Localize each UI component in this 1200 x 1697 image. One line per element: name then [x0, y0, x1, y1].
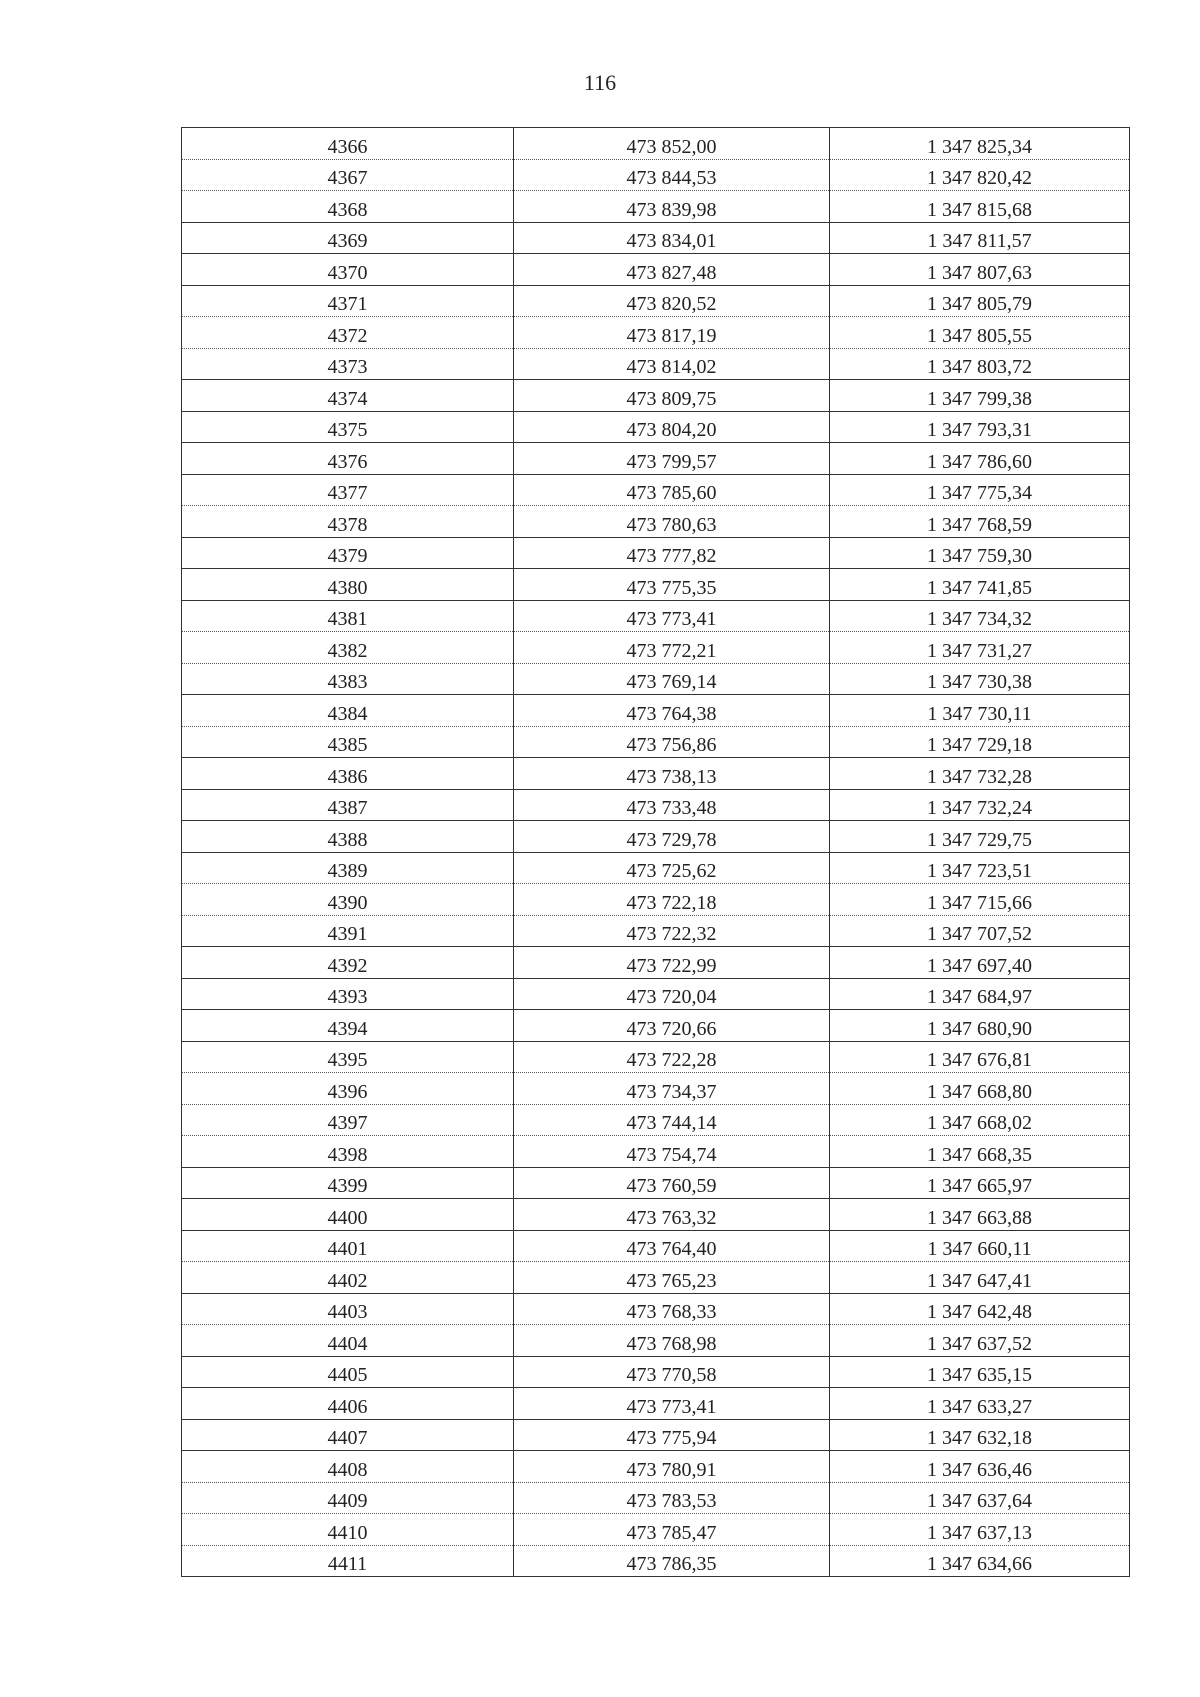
x-coordinate-cell: 473 780,63 [514, 506, 830, 538]
y-coordinate-cell: 1 347 636,46 [830, 1451, 1130, 1483]
table-row [182, 1262, 1130, 1294]
x-coordinate-cell: 473 783,53 [514, 1482, 830, 1514]
y-coordinate-cell: 1 347 635,15 [830, 1356, 1130, 1388]
point-number-cell: 4409 [182, 1482, 514, 1514]
point-number-cell: 4374 [182, 380, 514, 412]
table-row [182, 128, 1130, 160]
table-row [182, 978, 1130, 1010]
point-number-cell: 4410 [182, 1514, 514, 1546]
point-number-cell: 4376 [182, 443, 514, 475]
y-coordinate-cell: 1 347 637,52 [830, 1325, 1130, 1357]
point-number-cell: 4377 [182, 474, 514, 506]
y-coordinate-cell: 1 347 732,24 [830, 789, 1130, 821]
y-coordinate-cell: 1 347 734,32 [830, 600, 1130, 632]
x-coordinate-cell: 473 817,19 [514, 317, 830, 349]
point-number-cell: 4369 [182, 222, 514, 254]
table-row [182, 1325, 1130, 1357]
x-coordinate-cell: 473 768,33 [514, 1293, 830, 1325]
x-coordinate-cell: 473 804,20 [514, 411, 830, 443]
y-coordinate-cell: 1 347 668,02 [830, 1104, 1130, 1136]
x-coordinate-cell: 473 777,82 [514, 537, 830, 569]
point-number-cell: 4386 [182, 758, 514, 790]
point-number-cell: 4398 [182, 1136, 514, 1168]
table-row [182, 1451, 1130, 1483]
table-row [182, 821, 1130, 853]
x-coordinate-cell: 473 756,86 [514, 726, 830, 758]
point-number-cell: 4382 [182, 632, 514, 664]
x-coordinate-cell: 473 768,98 [514, 1325, 830, 1357]
y-coordinate-cell: 1 347 633,27 [830, 1388, 1130, 1420]
y-coordinate-cell: 1 347 723,51 [830, 852, 1130, 884]
y-coordinate-cell: 1 347 676,81 [830, 1041, 1130, 1073]
table-row [182, 317, 1130, 349]
table-row [182, 285, 1130, 317]
point-number-cell: 4403 [182, 1293, 514, 1325]
y-coordinate-cell: 1 347 805,79 [830, 285, 1130, 317]
x-coordinate-cell: 473 780,91 [514, 1451, 830, 1483]
x-coordinate-cell: 473 722,99 [514, 947, 830, 979]
y-coordinate-cell: 1 347 668,80 [830, 1073, 1130, 1105]
point-number-cell: 4375 [182, 411, 514, 443]
coordinates-table-body [182, 128, 1130, 1577]
x-coordinate-cell: 473 773,41 [514, 600, 830, 632]
point-number-cell: 4368 [182, 191, 514, 223]
table-row [182, 915, 1130, 947]
table-row [182, 632, 1130, 664]
point-number-cell: 4367 [182, 159, 514, 191]
y-coordinate-cell: 1 347 730,11 [830, 695, 1130, 727]
table-row [182, 191, 1130, 223]
point-number-cell: 4385 [182, 726, 514, 758]
y-coordinate-cell: 1 347 820,42 [830, 159, 1130, 191]
point-number-cell: 4378 [182, 506, 514, 538]
y-coordinate-cell: 1 347 759,30 [830, 537, 1130, 569]
y-coordinate-cell: 1 347 793,31 [830, 411, 1130, 443]
table-row [182, 1545, 1130, 1577]
table-row [182, 1388, 1130, 1420]
point-number-cell: 4392 [182, 947, 514, 979]
point-number-cell: 4406 [182, 1388, 514, 1420]
y-coordinate-cell: 1 347 665,97 [830, 1167, 1130, 1199]
x-coordinate-cell: 473 720,04 [514, 978, 830, 1010]
x-coordinate-cell: 473 764,40 [514, 1230, 830, 1262]
y-coordinate-cell: 1 347 732,28 [830, 758, 1130, 790]
x-coordinate-cell: 473 839,98 [514, 191, 830, 223]
table-row [182, 1419, 1130, 1451]
table-row [182, 852, 1130, 884]
x-coordinate-cell: 473 754,74 [514, 1136, 830, 1168]
point-number-cell: 4405 [182, 1356, 514, 1388]
x-coordinate-cell: 473 765,23 [514, 1262, 830, 1294]
y-coordinate-cell: 1 347 642,48 [830, 1293, 1130, 1325]
x-coordinate-cell: 473 775,94 [514, 1419, 830, 1451]
table-row [182, 1356, 1130, 1388]
table-row [182, 758, 1130, 790]
y-coordinate-cell: 1 347 775,34 [830, 474, 1130, 506]
y-coordinate-cell: 1 347 799,38 [830, 380, 1130, 412]
table-row [182, 1073, 1130, 1105]
x-coordinate-cell: 473 760,59 [514, 1167, 830, 1199]
table-row [182, 474, 1130, 506]
coordinates-table [181, 127, 1130, 1577]
table-row [182, 695, 1130, 727]
table-row [182, 380, 1130, 412]
table-row [182, 600, 1130, 632]
table-row [182, 1230, 1130, 1262]
x-coordinate-cell: 473 814,02 [514, 348, 830, 380]
point-number-cell: 4404 [182, 1325, 514, 1357]
table-row [182, 159, 1130, 191]
point-number-cell: 4387 [182, 789, 514, 821]
table-row [182, 789, 1130, 821]
point-number-cell: 4395 [182, 1041, 514, 1073]
y-coordinate-cell: 1 347 697,40 [830, 947, 1130, 979]
y-coordinate-cell: 1 347 637,13 [830, 1514, 1130, 1546]
x-coordinate-cell: 473 820,52 [514, 285, 830, 317]
table-row [182, 569, 1130, 601]
y-coordinate-cell: 1 347 684,97 [830, 978, 1130, 1010]
y-coordinate-cell: 1 347 634,66 [830, 1545, 1130, 1577]
table-row [182, 1482, 1130, 1514]
point-number-cell: 4380 [182, 569, 514, 601]
table-row [182, 537, 1130, 569]
y-coordinate-cell: 1 347 811,57 [830, 222, 1130, 254]
x-coordinate-cell: 473 722,18 [514, 884, 830, 916]
table-row [182, 348, 1130, 380]
x-coordinate-cell: 473 769,14 [514, 663, 830, 695]
x-coordinate-cell: 473 744,14 [514, 1104, 830, 1136]
table-row [182, 726, 1130, 758]
x-coordinate-cell: 473 834,01 [514, 222, 830, 254]
y-coordinate-cell: 1 347 632,18 [830, 1419, 1130, 1451]
point-number-cell: 4411 [182, 1545, 514, 1577]
y-coordinate-cell: 1 347 731,27 [830, 632, 1130, 664]
point-number-cell: 4397 [182, 1104, 514, 1136]
y-coordinate-cell: 1 347 815,68 [830, 191, 1130, 223]
point-number-cell: 4388 [182, 821, 514, 853]
x-coordinate-cell: 473 772,21 [514, 632, 830, 664]
y-coordinate-cell: 1 347 803,72 [830, 348, 1130, 380]
y-coordinate-cell: 1 347 707,52 [830, 915, 1130, 947]
y-coordinate-cell: 1 347 647,41 [830, 1262, 1130, 1294]
table-row [182, 1104, 1130, 1136]
table-row [182, 411, 1130, 443]
x-coordinate-cell: 473 799,57 [514, 443, 830, 475]
x-coordinate-cell: 473 786,35 [514, 1545, 830, 1577]
y-coordinate-cell: 1 347 663,88 [830, 1199, 1130, 1231]
x-coordinate-cell: 473 852,00 [514, 128, 830, 160]
point-number-cell: 4370 [182, 254, 514, 286]
x-coordinate-cell: 473 773,41 [514, 1388, 830, 1420]
x-coordinate-cell: 473 770,58 [514, 1356, 830, 1388]
table-row [182, 506, 1130, 538]
y-coordinate-cell: 1 347 825,34 [830, 128, 1130, 160]
table-row [182, 1199, 1130, 1231]
x-coordinate-cell: 473 775,35 [514, 569, 830, 601]
y-coordinate-cell: 1 347 729,18 [830, 726, 1130, 758]
y-coordinate-cell: 1 347 807,63 [830, 254, 1130, 286]
point-number-cell: 4372 [182, 317, 514, 349]
point-number-cell: 4366 [182, 128, 514, 160]
point-number-cell: 4394 [182, 1010, 514, 1042]
x-coordinate-cell: 473 725,62 [514, 852, 830, 884]
table-row [182, 443, 1130, 475]
table-row [182, 1293, 1130, 1325]
table-row [182, 947, 1130, 979]
x-coordinate-cell: 473 785,47 [514, 1514, 830, 1546]
point-number-cell: 4396 [182, 1073, 514, 1105]
y-coordinate-cell: 1 347 660,11 [830, 1230, 1130, 1262]
point-number-cell: 4371 [182, 285, 514, 317]
point-number-cell: 4400 [182, 1199, 514, 1231]
point-number-cell: 4384 [182, 695, 514, 727]
point-number-cell: 4402 [182, 1262, 514, 1294]
table-row [182, 1514, 1130, 1546]
point-number-cell: 4383 [182, 663, 514, 695]
point-number-cell: 4399 [182, 1167, 514, 1199]
page-number: 116 [583, 70, 617, 95]
x-coordinate-cell: 473 827,48 [514, 254, 830, 286]
y-coordinate-cell: 1 347 729,75 [830, 821, 1130, 853]
table-row [182, 1167, 1130, 1199]
table-row [182, 254, 1130, 286]
y-coordinate-cell: 1 347 680,90 [830, 1010, 1130, 1042]
table-row [182, 1010, 1130, 1042]
y-coordinate-cell: 1 347 786,60 [830, 443, 1130, 475]
x-coordinate-cell: 473 720,66 [514, 1010, 830, 1042]
y-coordinate-cell: 1 347 741,85 [830, 569, 1130, 601]
point-number-cell: 4401 [182, 1230, 514, 1262]
y-coordinate-cell: 1 347 805,55 [830, 317, 1130, 349]
point-number-cell: 4379 [182, 537, 514, 569]
table-row [182, 884, 1130, 916]
x-coordinate-cell: 473 844,53 [514, 159, 830, 191]
point-number-cell: 4393 [182, 978, 514, 1010]
x-coordinate-cell: 473 734,37 [514, 1073, 830, 1105]
y-coordinate-cell: 1 347 730,38 [830, 663, 1130, 695]
x-coordinate-cell: 473 763,32 [514, 1199, 830, 1231]
point-number-cell: 4408 [182, 1451, 514, 1483]
table-row [182, 663, 1130, 695]
table-row [182, 222, 1130, 254]
x-coordinate-cell: 473 785,60 [514, 474, 830, 506]
y-coordinate-cell: 1 347 715,66 [830, 884, 1130, 916]
x-coordinate-cell: 473 722,28 [514, 1041, 830, 1073]
point-number-cell: 4381 [182, 600, 514, 632]
point-number-cell: 4390 [182, 884, 514, 916]
x-coordinate-cell: 473 722,32 [514, 915, 830, 947]
x-coordinate-cell: 473 729,78 [514, 821, 830, 853]
x-coordinate-cell: 473 809,75 [514, 380, 830, 412]
x-coordinate-cell: 473 733,48 [514, 789, 830, 821]
point-number-cell: 4373 [182, 348, 514, 380]
y-coordinate-cell: 1 347 768,59 [830, 506, 1130, 538]
x-coordinate-cell: 473 738,13 [514, 758, 830, 790]
y-coordinate-cell: 1 347 668,35 [830, 1136, 1130, 1168]
point-number-cell: 4389 [182, 852, 514, 884]
table-row [182, 1041, 1130, 1073]
point-number-cell: 4391 [182, 915, 514, 947]
y-coordinate-cell: 1 347 637,64 [830, 1482, 1130, 1514]
point-number-cell: 4407 [182, 1419, 514, 1451]
x-coordinate-cell: 473 764,38 [514, 695, 830, 727]
table-row [182, 1136, 1130, 1168]
